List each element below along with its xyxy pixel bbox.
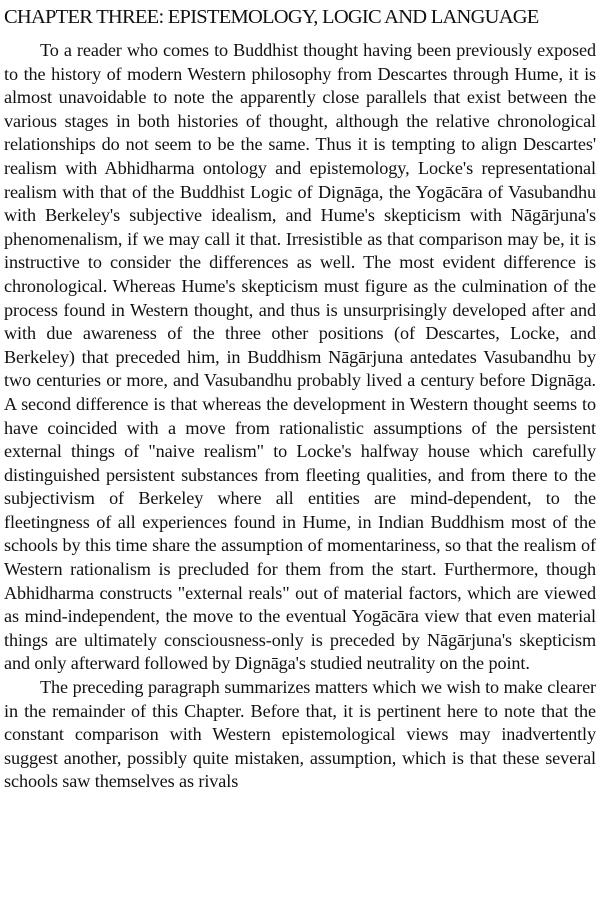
chapter-title: CHAPTER THREE: EPISTEMOLOGY, LOGIC AND LANGUAGE xyxy=(4,6,539,28)
paragraph-1: To a reader who comes to Buddhist thought having been previously exposed to the history of modern Western philosophy from Descartes through Hume, it is almost unavoidable to note the apparently close parallels that exist between the various stages in both histories of thought, although the relative chronological relationships do not seem to be the same. Thus it is tempting to align Descartes' realism with Abhidharma ontology and epistemology, Locke's representational realism with that of the Buddhist Logic of Dignāga, the Yogācāra of Vasubandhu with Berkeley's subjective idealism, and Hume's skepticism with Nāgārjuna's phenomenalism, if we may call it that. Irresistible as that comparison may be, it is instructive to consider the differences as well. The most evident difference is chronological. Whereas Hume's skepticism must figure as the culmination of the process found in Western thought, and thus is unsurprisingly developed after and with due awareness of the three other positions (of Descartes, Locke, and Berkeley) that preceded him, in Buddhism Nāgārjuna antedates Vasubandhu by two centuries or more, and Vasubandhu probably lived a century before Dignāga. A second difference is that whereas the development in Western thought seems to have coincided with a move from rationalistic assumptions of the persistent external things of "naive realism" to Locke's halfway house which carefully distinguished persistent substances from fleeting qualities, and from there to the subjectivism of Berkeley where all entities are mind-dependent, to the fleetingness of all experiences found in Hume, in Indian Buddhism most of the schools by this time share the assumption of momentariness, so that the realism of Western rationalism is precluded for them from the start. Furthermore, though Abhidharma constructs "external reals" out of material factors, which are viewed as mind-independent, the move to the eventual Yogācāra view that even material things are ultimately consciousness-only is preceded by Nāgārjuna's skepticism and only afterward followed by Dignāga's studied neutrality on the point. xyxy=(4,40,596,674)
body-text xyxy=(4,39,596,794)
paragraph-2: The preceding paragraph summarizes matters which we wish to make clearer in the remainder of this Chapter. Before that, it is pertinent here to note that the constant comparison with Western epistemological views may inadvertently suggest another, possibly quite mistaken, assumption, which is that these several schools saw themselves as rivals xyxy=(4,677,596,792)
